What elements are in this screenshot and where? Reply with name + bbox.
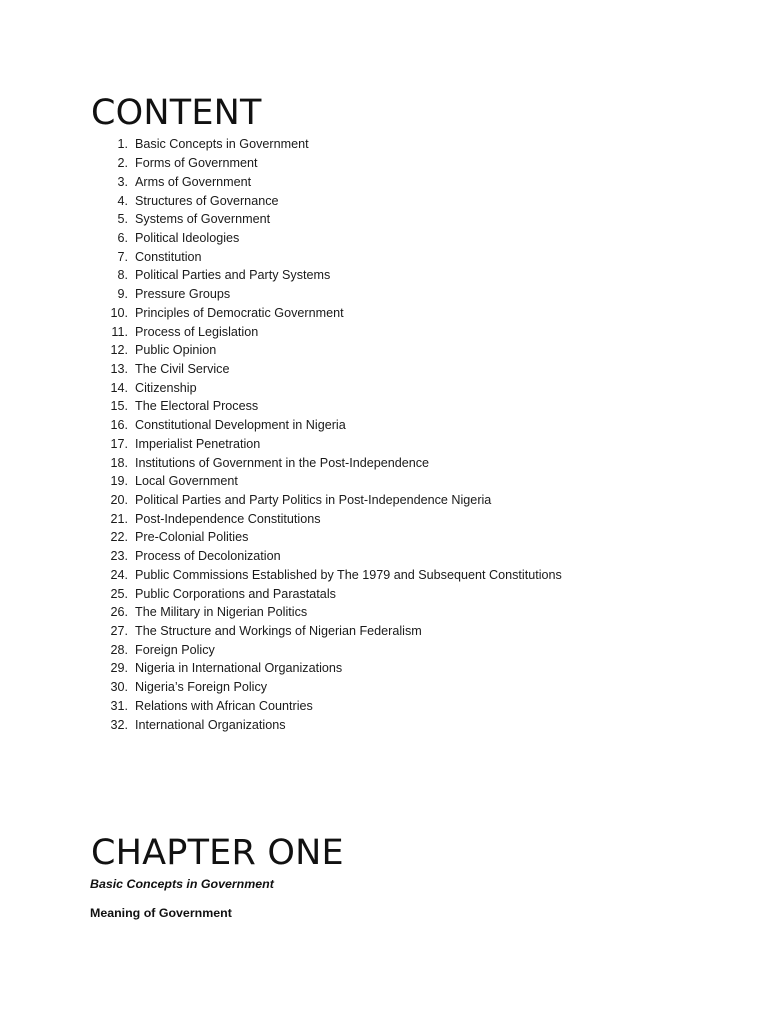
toc-item: [108, 322, 562, 341]
toc-item: [108, 697, 562, 716]
toc-item-label: Structures of Governance: [135, 193, 279, 208]
toc-item-label: Pressure Groups: [135, 287, 231, 302]
toc-item-number: 3.: [117, 174, 128, 189]
toc-item-number: 15.: [110, 399, 128, 414]
toc-item: [108, 509, 562, 528]
toc-item: [108, 360, 562, 379]
toc-item-label: Imperialist Penetration: [135, 436, 261, 451]
toc-item-number: 12.: [110, 343, 128, 358]
toc-item: [108, 603, 562, 622]
toc-item-number: 7.: [117, 249, 128, 264]
toc-item-number: 24.: [110, 567, 128, 582]
toc-item: [108, 172, 562, 191]
toc-item-label: International Organizations: [135, 717, 286, 732]
toc-item-label: Political Parties and Party Politics in Post-Independence Nigeria: [135, 493, 492, 508]
toc-item-number: 18.: [110, 455, 128, 470]
toc-item-number: 4.: [117, 193, 128, 208]
toc-item-label: Nigeria in International Organizations: [135, 661, 343, 676]
toc-item-number: 25.: [110, 586, 128, 601]
toc-item-label: Citizenship: [135, 380, 197, 395]
toc-item: [108, 584, 562, 603]
toc-item: [108, 285, 562, 304]
toc-item: [108, 491, 562, 510]
section-heading: Meaning of Government: [90, 906, 232, 920]
toc-item-label: Political Parties and Party Systems: [135, 268, 331, 283]
toc-item-number: 6.: [117, 230, 128, 245]
toc-item: [108, 678, 562, 697]
toc-item-label: Local Government: [135, 474, 238, 489]
toc-item-number: 28.: [110, 642, 128, 657]
toc-item: [108, 453, 562, 472]
toc-item-number: 21.: [110, 511, 128, 526]
toc-item-label: Process of Decolonization: [135, 549, 281, 564]
toc-item-label: Principles of Democratic Government: [135, 305, 344, 320]
toc-item-number: 20.: [110, 493, 128, 508]
toc-item: [108, 266, 562, 285]
toc-item-number: 9.: [117, 287, 128, 302]
chapter-subtitle: Basic Concepts in Government: [90, 877, 274, 891]
toc-item-label: Public Corporations and Parastatals: [135, 586, 336, 601]
toc-item-label: Constitutional Development in Nigeria: [135, 418, 346, 433]
toc-item: [108, 472, 562, 491]
toc-item-label: Pre-Colonial Polities: [135, 530, 249, 545]
toc-item-number: 27.: [110, 624, 128, 639]
toc-item-label: The Electoral Process: [135, 399, 259, 414]
toc-item-label: Institutions of Government in the Post-Independence: [135, 455, 430, 470]
toc-item-label: Political Ideologies: [135, 230, 240, 245]
toc-item-label: Arms of Government: [135, 174, 252, 189]
toc-item-label: Public Opinion: [135, 343, 217, 358]
table-of-contents: [108, 135, 562, 734]
toc-item-number: 5.: [117, 212, 128, 227]
toc-item-label: Foreign Policy: [135, 642, 215, 657]
toc-item-number: 23.: [110, 549, 128, 564]
toc-item: [108, 547, 562, 566]
toc-item-number: 11.: [111, 324, 128, 339]
toc-item-label: Process of Legislation: [135, 324, 259, 339]
toc-item: [108, 640, 562, 659]
toc-item-label: The Structure and Workings of Nigerian Federalism: [135, 624, 422, 639]
content-heading: CONTENT: [91, 93, 262, 133]
toc-item: [108, 397, 562, 416]
toc-item-number: 22.: [110, 530, 128, 545]
toc-item-label: The Civil Service: [135, 361, 230, 376]
toc-item-number: 26.: [110, 605, 128, 620]
toc-item-number: 2.: [117, 156, 128, 171]
toc-item-number: 31.: [110, 698, 128, 713]
toc-item-label: Constitution: [135, 249, 202, 264]
toc-item: [108, 341, 562, 360]
toc-item-number: 32.: [110, 717, 128, 732]
toc-item: [108, 416, 562, 435]
toc-item: [108, 154, 562, 173]
toc-item-number: 13.: [110, 361, 128, 376]
toc-item: [108, 715, 562, 734]
toc-item: [108, 229, 562, 248]
toc-item: [108, 378, 562, 397]
toc-item-number: 30.: [110, 680, 128, 695]
toc-item-number: 10.: [110, 305, 128, 320]
toc-item-number: 29.: [110, 661, 128, 676]
chapter-heading: CHAPTER ONE: [91, 833, 344, 873]
toc-item-number: 19.: [110, 474, 128, 489]
toc-item-number: 1.: [117, 137, 128, 152]
toc-item-label: Nigeria’s Foreign Policy: [135, 680, 268, 695]
toc-item: [108, 247, 562, 266]
toc-item-label: Basic Concepts in Government: [135, 137, 309, 152]
toc-item-number: 17.: [110, 436, 128, 451]
toc-item: [108, 210, 562, 229]
toc-item: [108, 303, 562, 322]
toc-item-number: 16.: [110, 418, 128, 433]
toc-item-label: Systems of Government: [135, 212, 271, 227]
toc-item: [108, 566, 562, 585]
toc-item-label: The Military in Nigerian Politics: [135, 605, 308, 620]
toc-item-label: Forms of Government: [135, 156, 258, 171]
toc-item-number: 8.: [117, 268, 128, 283]
toc-item-label: Post-Independence Constitutions: [135, 511, 321, 526]
toc-item: [108, 435, 562, 454]
toc-item: [108, 622, 562, 641]
toc-item: [108, 659, 562, 678]
toc-item: [108, 528, 562, 547]
toc-item-number: 14.: [110, 380, 128, 395]
toc-item-label: Public Commissions Established by The 1979 and Subsequent Constitutions: [135, 567, 562, 582]
toc-item: [108, 191, 562, 210]
toc-item-label: Relations with African Countries: [135, 698, 313, 713]
toc-item: [108, 135, 562, 154]
